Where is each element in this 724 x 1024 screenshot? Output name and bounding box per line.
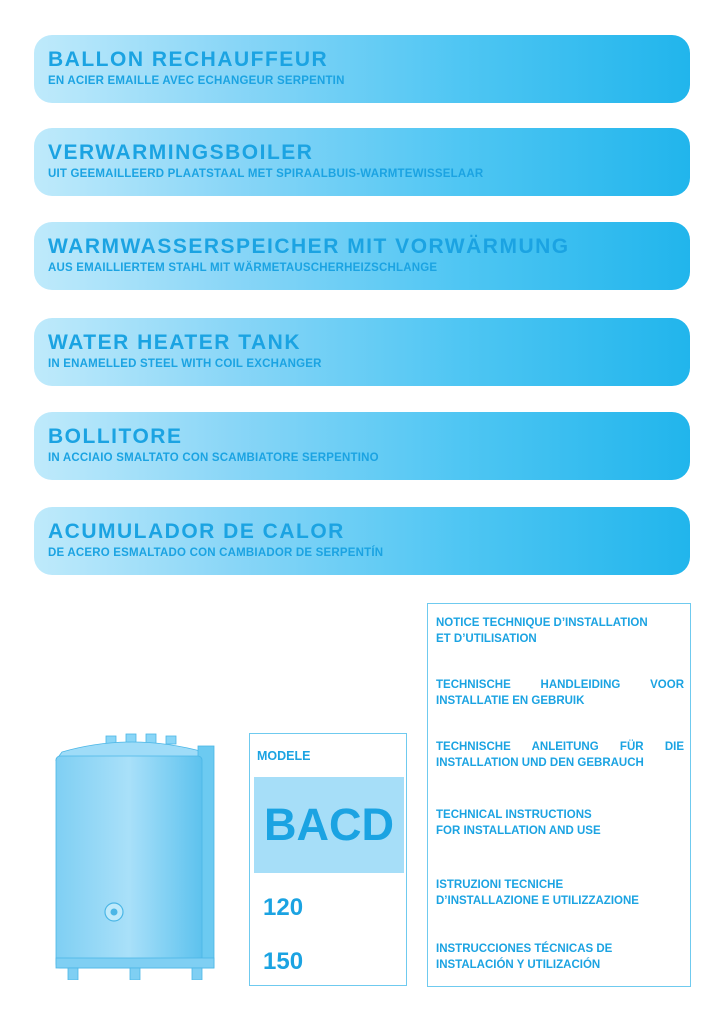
- banner-ballon-rechauffeur: [34, 35, 690, 103]
- banner-subtitle: AUS EMAILLIERTEM STAHL MIT WÄRMETAUSCHERHEIZSCHLANGE: [48, 262, 438, 274]
- instruction-line: D’INSTALLAZIONE E UTILIZZAZIONE: [436, 895, 639, 907]
- instruction-line: INSTALLATIE EN GEBRUIK: [436, 695, 585, 707]
- instruction-line: TECHNISCHE HANDLEIDING VOOR: [436, 679, 684, 691]
- banner-title: BOLLITORE: [48, 425, 183, 448]
- instruction-german: [436, 739, 684, 771]
- instruction-line: INSTALLATION UND DEN GEBRAUCH: [436, 757, 644, 769]
- banner-subtitle: IN ACCIAIO SMALTATO CON SCAMBIATORE SERPENTINO: [48, 452, 379, 464]
- model-name: BACD: [264, 799, 394, 850]
- banner-water-heater-tank: [34, 318, 690, 386]
- banner-verwarmingsboiler: [34, 128, 690, 196]
- instruction-spanish: [436, 941, 684, 973]
- instruction-line: NOTICE TECHNIQUE D’INSTALLATION: [436, 617, 648, 629]
- model-size-120: 120: [263, 894, 304, 921]
- banner-bollitore: [34, 412, 690, 480]
- instruction-line: INSTALACIÓN Y UTILIZACIÓN: [436, 959, 601, 971]
- instruction-line: ET D’UTILISATION: [436, 633, 537, 645]
- instruction-line: ISTRUZIONI TECNICHE: [436, 879, 564, 891]
- instruction-line: TECHNISCHE ANLEITUNG FÜR DIE: [436, 741, 684, 753]
- banner-title: ACUMULADOR DE CALOR: [48, 520, 345, 543]
- instruction-line: FOR INSTALLATION AND USE: [436, 825, 601, 837]
- model-label: MODELE: [257, 749, 311, 763]
- instruction-italian: [436, 877, 684, 909]
- banner-title: VERWARMINGSBOILER: [48, 141, 314, 164]
- banner-title: BALLON RECHAUFFEUR: [48, 48, 329, 71]
- model-box: [249, 733, 407, 986]
- banner-subtitle: EN ACIER EMAILLE AVEC ECHANGEUR SERPENTIN: [48, 75, 345, 87]
- banner-subtitle: IN ENAMELLED STEEL WITH COIL EXCHANGER: [48, 358, 322, 370]
- instruction-french: [436, 615, 684, 647]
- instruction-english: [436, 807, 684, 839]
- banner-warmwasserspeicher: [34, 222, 690, 290]
- banner-title: WARMWASSERSPEICHER MIT VORWÄRMUNG: [48, 235, 570, 258]
- instruction-dutch: [436, 677, 684, 709]
- water-heater-tank-icon: [40, 732, 222, 980]
- banner-subtitle: UIT GEEMAILLEERD PLAATSTAAL MET SPIRAALBUIS-WARMTEWISSELAAR: [48, 168, 484, 180]
- banner-subtitle: DE ACERO ESMALTADO CON CAMBIADOR DE SERPENTÍN: [48, 547, 384, 559]
- banner-title: WATER HEATER TANK: [48, 331, 301, 354]
- model-size-150: 150: [263, 948, 304, 975]
- banner-acumulador-de-calor: [34, 507, 690, 575]
- instruction-line: INSTRUCCIONES TÉCNICAS DE: [436, 943, 613, 955]
- instructions-box: [427, 603, 691, 987]
- instruction-line: TECHNICAL INSTRUCTIONS: [436, 809, 592, 821]
